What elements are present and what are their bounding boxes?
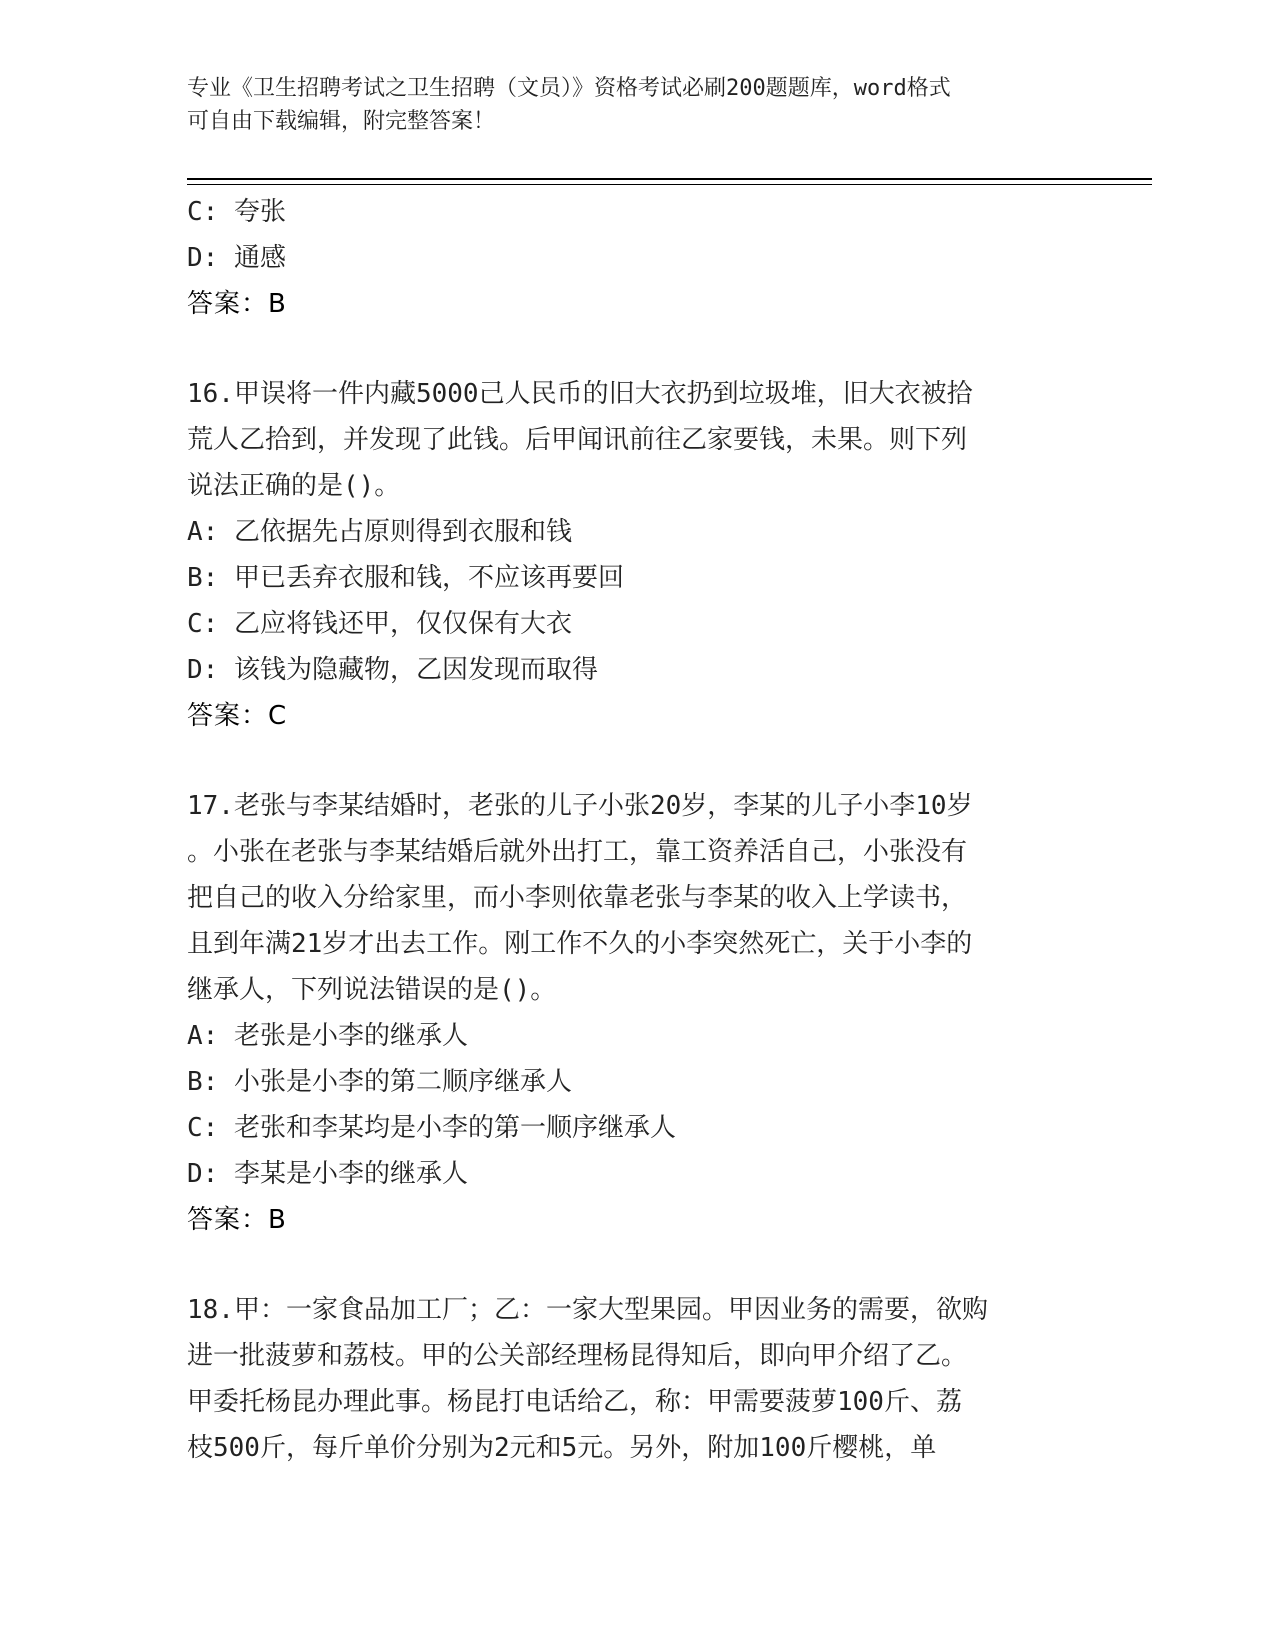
question-17-option-b: B: 小张是小李的第二顺序继承人 xyxy=(187,1067,572,1097)
header-line-2: 可自由下载编辑，附完整答案！ xyxy=(187,109,496,134)
header-line-1: 专业《卫生招聘考试之卫生招聘（文员）》资格考试必刷200题题库，word格式 xyxy=(187,76,951,101)
spacer xyxy=(187,327,1087,371)
document-body xyxy=(187,189,1087,1471)
question-16-answer: 答案：C xyxy=(187,701,288,731)
question-18-line-3: 甲委托杨昆办理此事。杨昆打电话给乙，称：甲需要菠萝100斤、荔 xyxy=(187,1387,962,1417)
question-17-line-1: 17.老张与李某结婚时，老张的儿子小张20岁，李某的儿子小李10岁 xyxy=(187,791,973,821)
answer-label: 答案：B xyxy=(187,289,287,319)
question-17-option-a: A: 老张是小李的继承人 xyxy=(187,1021,468,1051)
question-16-option-d: D: 该钱为隐藏物，乙因发现而取得 xyxy=(187,655,598,685)
header-rule-thick xyxy=(187,178,1152,180)
question-18-line-4: 枝500斤，每斤单价分别为2元和5元。另外，附加100斤樱桃，单 xyxy=(187,1433,937,1463)
option-d: D: 通感 xyxy=(187,243,286,273)
question-17-line-4: 且到年满21岁才出去工作。刚工作不久的小李突然死亡，关于小李的 xyxy=(187,929,973,959)
question-17-answer: 答案：B xyxy=(187,1205,287,1235)
question-18-line-1: 18.甲：一家食品加工厂；乙：一家大型果园。甲因业务的需要，欲购 xyxy=(187,1295,988,1325)
question-17-line-5: 继承人，下列说法错误的是()。 xyxy=(187,975,557,1005)
question-16-option-c: C: 乙应将钱还甲，仅仅保有大衣 xyxy=(187,609,572,639)
question-17-option-c: C: 老张和李某均是小李的第一顺序继承人 xyxy=(187,1113,676,1143)
spacer xyxy=(187,1243,1087,1287)
question-16-line-3: 说法正确的是()。 xyxy=(187,471,401,501)
question-17-option-d: D: 李某是小李的继承人 xyxy=(187,1159,468,1189)
question-17-line-3: 把自己的收入分给家里，而小李则依靠老张与李某的收入上学读书， xyxy=(187,883,968,913)
page-header xyxy=(187,72,1087,138)
question-18-line-2: 进一批菠萝和荔枝。甲的公关部经理杨昆得知后，即向甲介绍了乙。 xyxy=(187,1341,968,1371)
question-16-line-2: 荒人乙拾到，并发现了此钱。后甲闻讯前往乙家要钱，未果。则下列 xyxy=(187,425,968,455)
header-rule-thin xyxy=(187,184,1152,185)
question-16-option-b: B: 甲已丢弃衣服和钱，不应该再要回 xyxy=(187,563,624,593)
question-16-option-a: A: 乙依据先占原则得到衣服和钱 xyxy=(187,517,572,547)
option-c: C: 夸张 xyxy=(187,197,286,227)
spacer xyxy=(187,739,1087,783)
question-17-line-2: 。小张在老张与李某结婚后就外出打工，靠工资养活自己，小张没有 xyxy=(187,837,968,867)
question-16-line-1: 16.甲误将一件内藏5000己人民币的旧大衣扔到垃圾堆，旧大衣被拾 xyxy=(187,379,973,409)
